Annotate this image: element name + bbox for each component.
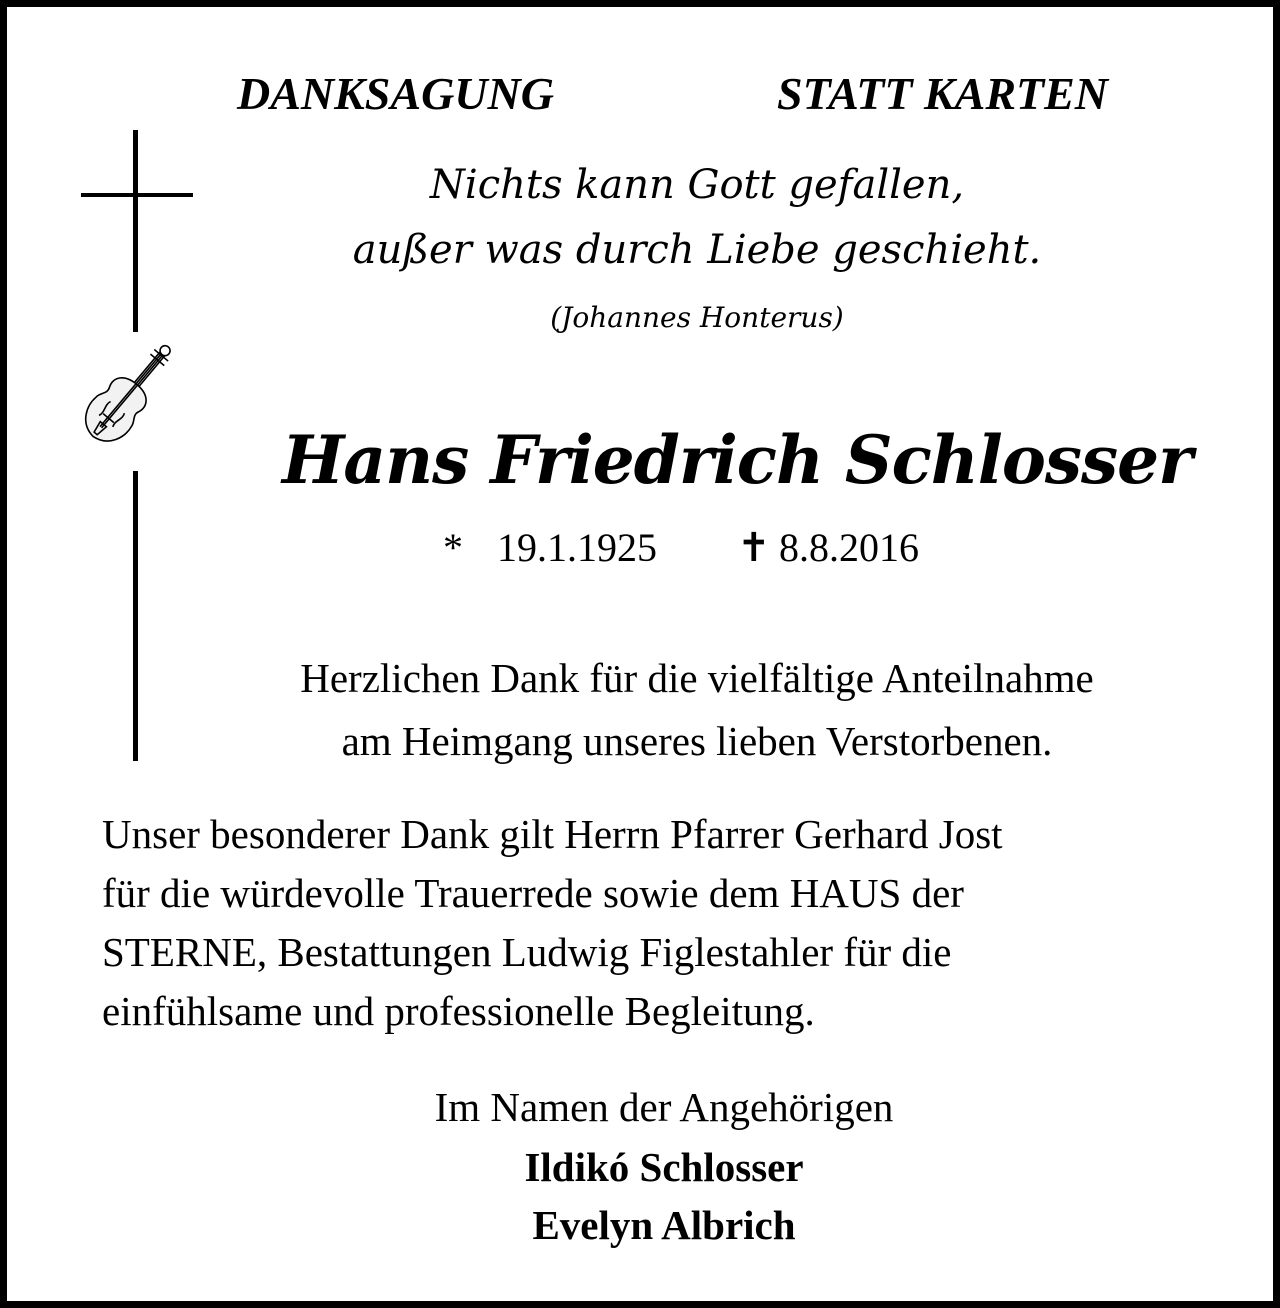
death-date: 8.8.2016 — [779, 525, 919, 570]
special-thanks-line-2: für die würdevolle Trauerrede sowie dem HAUS der — [102, 870, 964, 916]
thanks-line-2: am Heimgang unseres lieben Verstorbenen. — [341, 718, 1053, 764]
thanks-line-1: Herzlichen Dank für die vielfältige Anteilnahme — [300, 655, 1094, 701]
heading-danksagung: DANKSAGUNG — [237, 68, 554, 119]
birth-symbol: * — [443, 525, 463, 570]
signatory-2: Evelyn Albrich — [532, 1202, 796, 1248]
deceased-name: Hans Friedrich Schlosser — [282, 421, 1192, 499]
birth-date: 19.1.1925 — [497, 525, 657, 570]
special-thanks-paragraph — [102, 805, 1232, 1041]
special-thanks-line-4: einfühlsame und professionelle Begleitung. — [102, 988, 815, 1034]
death-symbol: ✝ — [737, 525, 771, 570]
signature-intro: Im Namen der Angehörigen — [434, 1084, 894, 1130]
signatory-1: Ildikó Schlosser — [524, 1144, 804, 1190]
quote-author: (Johannes Honterus) — [550, 301, 844, 334]
special-thanks-line-3: STERNE, Bestattungen Ludwig Figlestahler für die — [102, 929, 952, 975]
special-thanks-line-1: Unser besonderer Dank gilt Herrn Pfarrer Gerhard Jost — [102, 811, 1003, 857]
thanks-paragraph — [97, 647, 1280, 773]
heading-statt-karten: STATT KARTEN — [777, 68, 1109, 119]
quote-line-2: außer was durch Liebe geschieht. — [352, 227, 1042, 273]
quote-line-1: Nichts kann Gott gefallen, — [429, 162, 965, 208]
violin-icon — [47, 327, 197, 477]
